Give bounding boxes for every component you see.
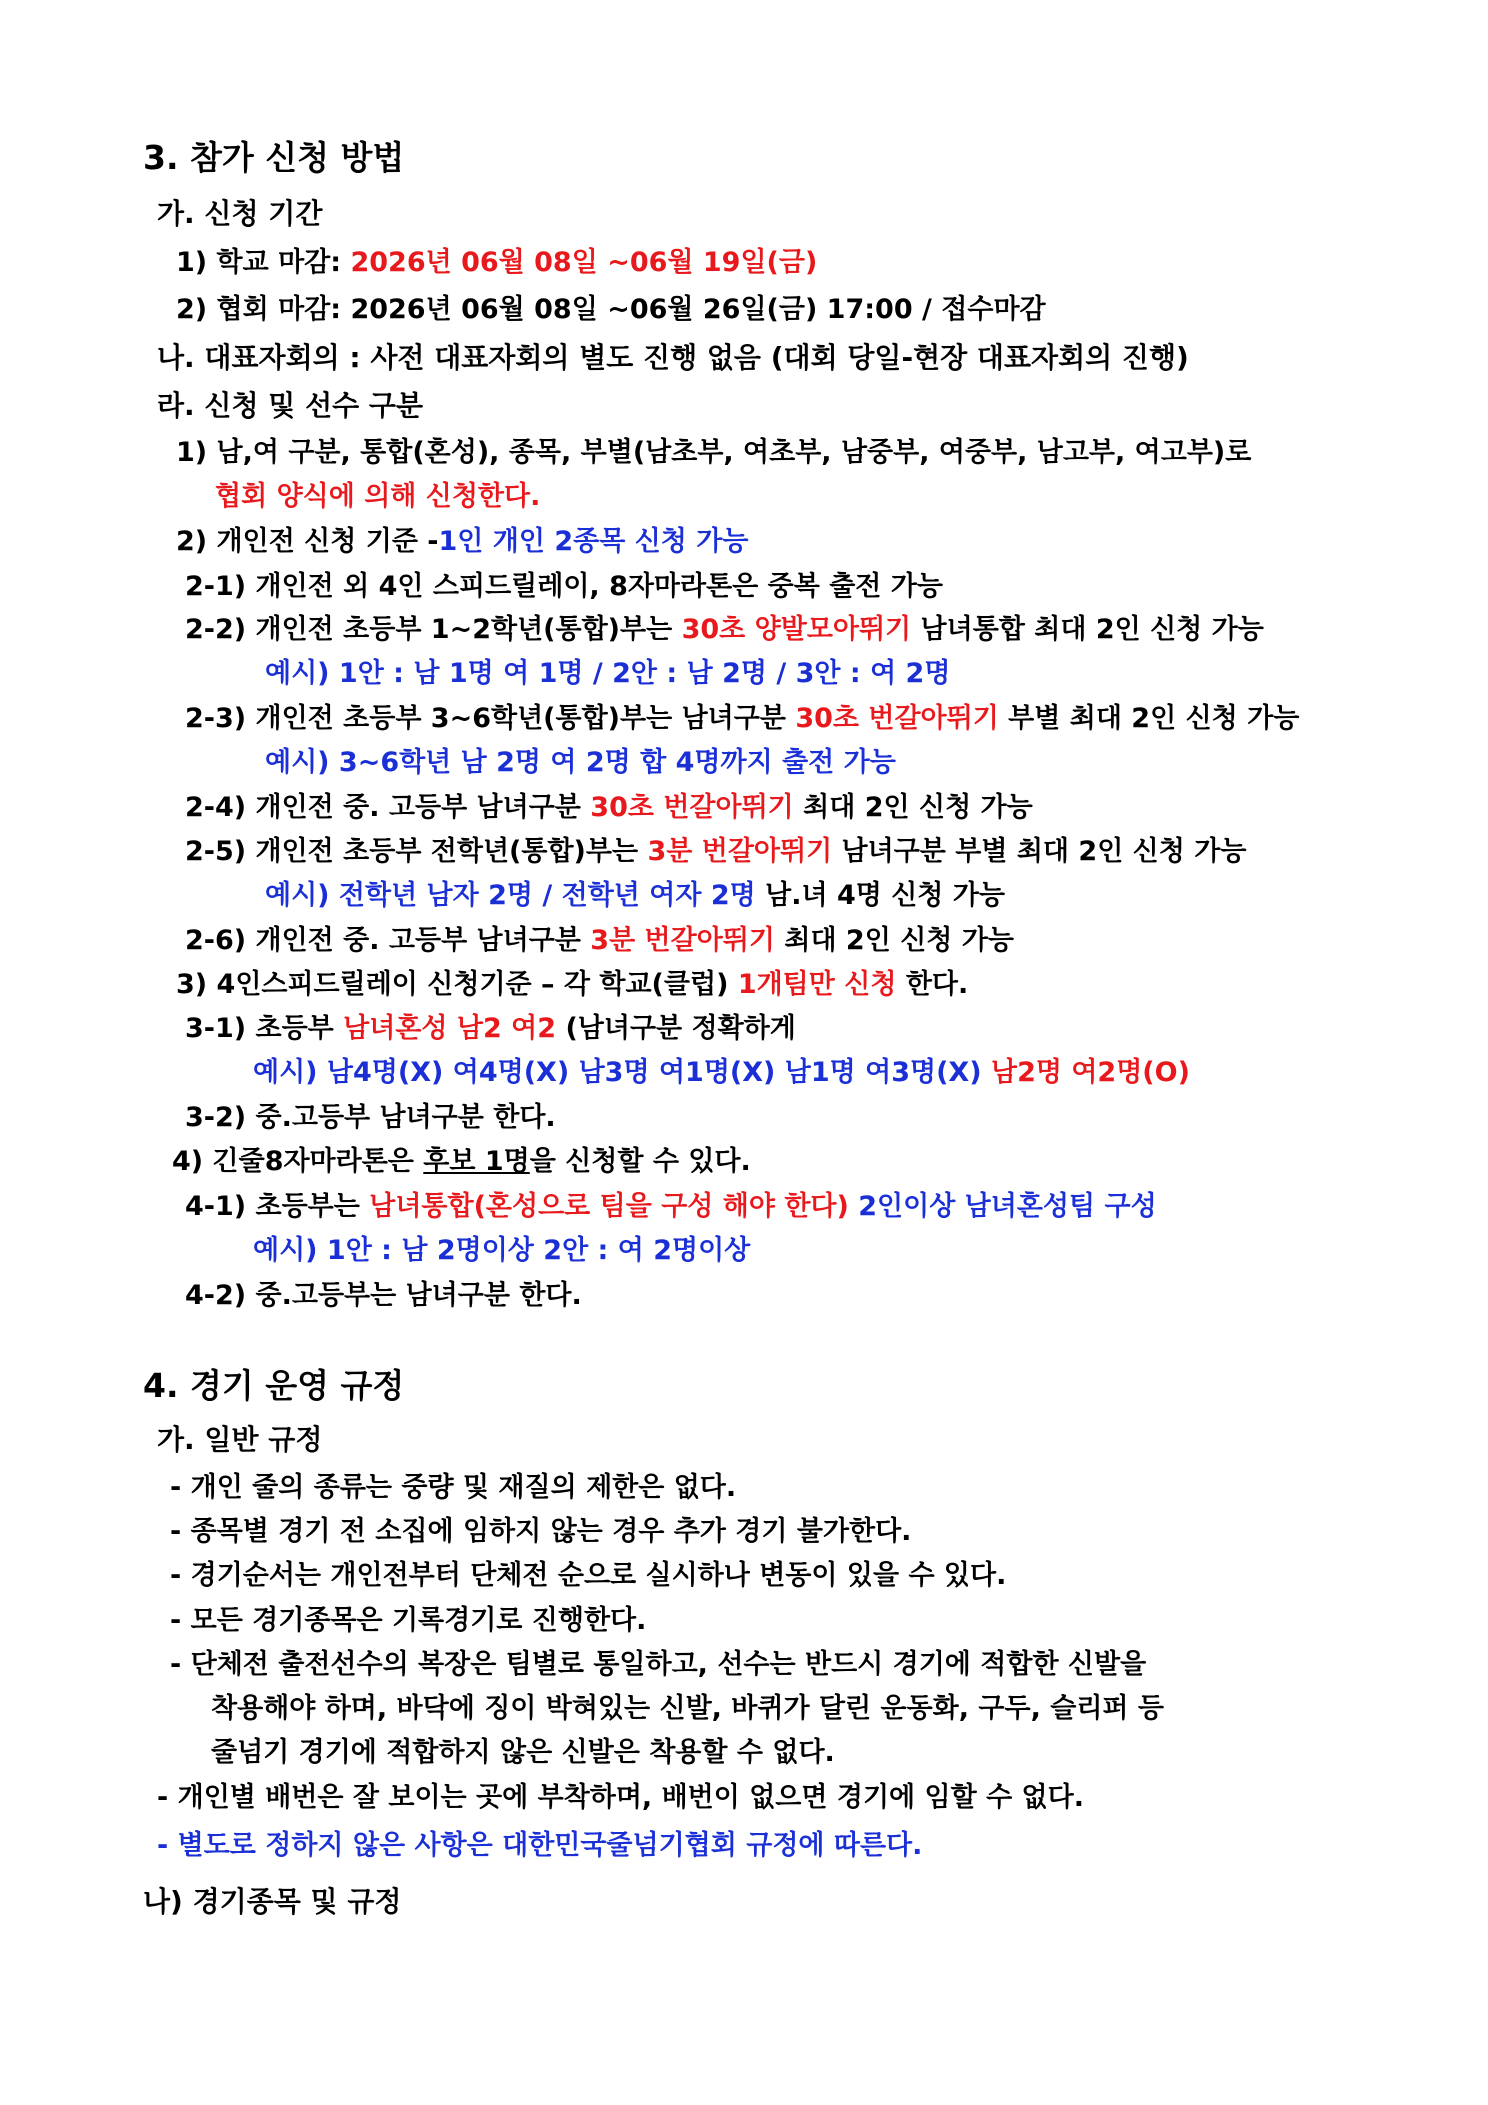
application-division-heading: 라. 신청 및 선수 구분 [157,389,424,422]
rule-2-4-text-c: 최대 2인 신청 가능 [793,792,1033,823]
rule-3 [176,968,968,1002]
rule-1-line-b: 협회 양식에 의해 신청한다. [215,481,541,512]
rule-2-3-text-c: 부별 최대 2인 신청 가능 [998,703,1300,734]
rule-3-text-a: 3) 4인스피드릴레이 신청기준 – 각 학교(클럽) [176,969,738,1000]
section-3-title: 3. 참가 신청 방법 [143,138,405,177]
school-deadline-value: 2026년 06월 08일 ~06월 19일(금) [350,247,818,278]
rule-2-5-text-c: 남녀구분 부별 최대 2인 신청 가능 [832,836,1247,867]
general-rule: - 단체전 출전선수의 복장은 팀별로 통일하고, 선수는 반드시 경기에 적합한 신발을 [170,1649,1147,1680]
rule-1-line-a: 1) 남,여 구분, 통합(혼성), 종목, 부별(남초부, 여초부, 남중부, 여중부, 남고부, 여고부)로 [176,437,1252,468]
school-deadline [176,246,817,280]
rule-2-2-text-c: 남녀통합 최대 2인 신청 가능 [911,614,1264,645]
rule-4-1-example: 예시) 1안 : 남 2명이상 2안 : 여 2명이상 [253,1235,751,1266]
general-rule: - 경기순서는 개인전부터 단체전 순으로 실시하나 변동이 있을 수 있다. [170,1560,1007,1591]
rule-2-2-event: 30초 양발모아뛰기 [681,614,912,645]
general-rule: - 모든 경기종목은 기록경기로 진행한다. [170,1605,647,1636]
general-rule: - 개인 줄의 종류는 중량 및 재질의 제한은 없다. [170,1472,737,1503]
rule-2-5 [185,835,1246,869]
rule-2-4-text-a: 2-4) 개인전 중. 고등부 남녀구분 [185,792,591,823]
bib-rule: - 개인별 배번은 잘 보이는 곳에 부착하며, 배번이 없으면 경기에 임할 수 없다. [157,1782,1084,1813]
rule-2-2 [185,613,1264,647]
general-rule-continued: 착용해야 하며, 바닥에 징이 박혀있는 신발, 바퀴가 달린 운동화, 구두, 슬리퍼 등 [211,1693,1164,1724]
rule-4-1-text-a: 4-1) 초등부는 [185,1191,370,1222]
general-rules-heading: 가. 일반 규정 [157,1423,323,1456]
rule-2-6 [185,924,1014,958]
rule-3-highlight: 1개팀만 신청 [737,969,897,1000]
rule-2-3 [185,702,1299,736]
rule-2-2-example: 예시) 1안 : 남 1명 여 1명 / 2안 : 남 2명 / 3안 : 여 2명 [265,658,951,689]
rule-2-2-text-a: 2-2) 개인전 초등부 1~2학년(통합)부는 [185,614,682,645]
rule-2-4-event: 30초 번갈아뛰기 [590,792,794,823]
rule-3-1-text-a: 3-1) 초등부 [185,1013,344,1044]
rule-2-5-example [265,879,1005,913]
rule-2-6-text-c: 최대 2인 신청 가능 [774,925,1014,956]
rule-2-5-event: 3분 번갈아뛰기 [647,836,833,867]
rule-2-label: 2) 개인전 신청 기준 - [176,526,439,557]
rule-4-1-highlight: 남녀통합(혼성으로 팀을 구성 해야 한다) [369,1191,849,1222]
other-matters-rule: - 별도로 정하지 않은 사항은 대한민국줄넘기협회 규정에 따른다. [157,1830,923,1861]
rule-3-1-highlight: 남녀혼성 남2 여2 [343,1013,557,1044]
rule-2-3-text-a: 2-3) 개인전 초등부 3~6학년(통합)부는 남녀구분 [185,703,796,734]
rule-2-6-event: 3분 번갈아뛰기 [590,925,775,956]
rule-3-text-c: 한다. [896,969,969,1000]
association-deadline: 2) 협회 마감: 2026년 06월 08일 ~06월 26일(금) 17:00 / 접수마감 [176,294,1046,325]
rule-2-5-text-a: 2-5) 개인전 초등부 전학년(통합)부는 [185,836,648,867]
rule-4-underlined: 후보 1명 [423,1146,530,1177]
rule-2-5-example-b: 남.녀 4명 신청 가능 [755,880,1005,911]
rule-4-text-c: 을 신청할 수 있다. [529,1146,751,1177]
school-deadline-label: 1) 학교 마감: [176,247,351,278]
rule-3-1-example [253,1056,1190,1090]
rule-2-1: 2-1) 개인전 외 4인 스피드릴레이, 8자마라톤은 중복 출전 가능 [185,571,943,602]
section-4-title: 4. 경기 운영 규정 [143,1366,405,1405]
rule-2-5-example-a: 예시) 전학년 남자 2명 / 전학년 여자 2명 [265,880,756,911]
rule-2-4 [185,791,1033,825]
rule-4-text-a: 4) 긴줄8자마라톤은 [172,1146,424,1177]
rule-3-1-example-a: 예시) 남4명(X) 여4명(X) 남3명 여1명(X) 남1명 여3명(X) [253,1057,991,1088]
rule-3-2: 3-2) 중.고등부 남녀구분 한다. [185,1102,556,1133]
rep-meeting-line: 나. 대표자회의 : 사전 대표자회의 별도 진행 없음 (대회 당일-현장 대표자회의 진행) [157,341,1189,374]
apply-period-heading: 가. 신청 기간 [157,197,323,230]
rule-3-1 [185,1012,796,1046]
rule-2-highlight: 1인 개인 2종목 신청 가능 [438,526,749,557]
rule-4-2: 4-2) 중.고등부는 남녀구분 한다. [185,1280,582,1311]
rule-2-3-event: 30초 번갈아뛰기 [795,703,999,734]
rule-2-6-text-a: 2-6) 개인전 중. 고등부 남녀구분 [185,925,591,956]
rule-2 [176,525,748,559]
rule-3-1-example-b: 남2명 여2명(O) [991,1057,1190,1088]
rule-4 [172,1145,751,1179]
rule-2-3-example: 예시) 3~6학년 남 2명 여 2명 합 4명까지 출전 가능 [265,747,896,778]
events-rules-heading: 나) 경기종목 및 규정 [143,1885,402,1918]
general-rule-continued: 줄넘기 경기에 적합하지 않은 신발은 착용할 수 없다. [211,1737,835,1768]
rule-3-1-text-c: (남녀구분 정확하게 [556,1013,796,1044]
general-rule: - 종목별 경기 전 소집에 임하지 않는 경우 추가 경기 불가한다. [170,1516,912,1547]
rule-4-1 [185,1190,1157,1224]
rule-4-1-text-c: 2인이상 남녀혼성팀 구성 [848,1191,1157,1222]
